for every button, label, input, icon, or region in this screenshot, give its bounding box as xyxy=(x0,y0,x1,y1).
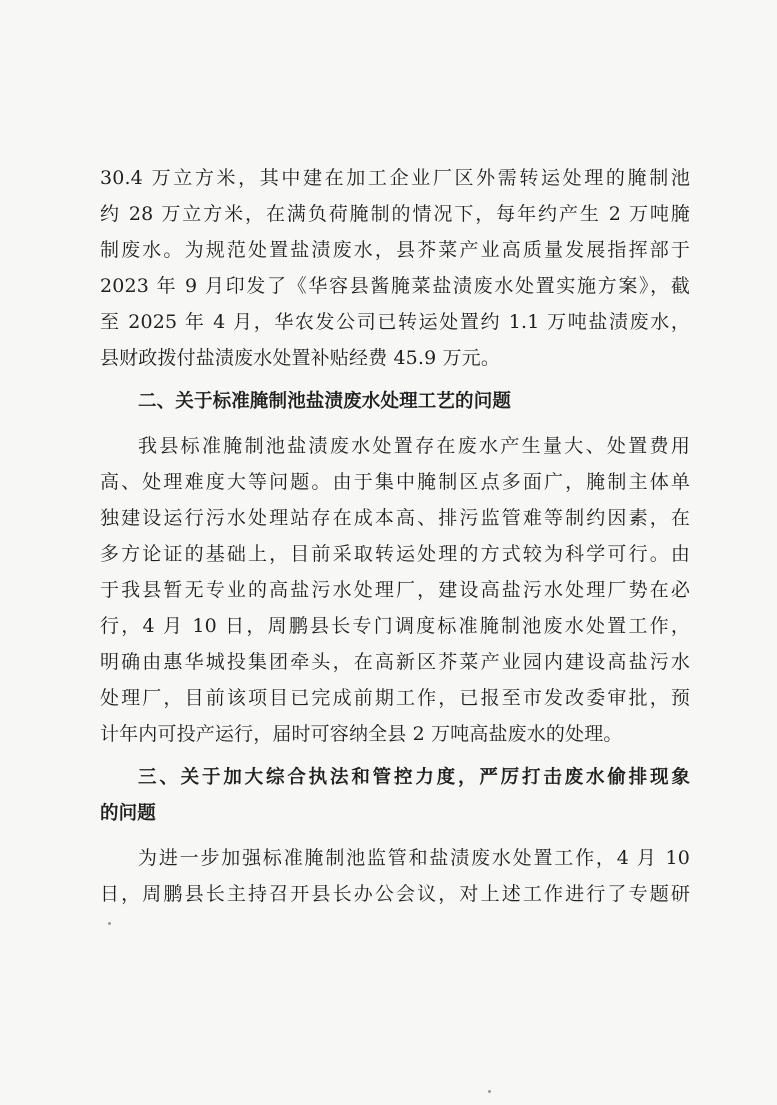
paragraph-line: 处理厂，目前该项目已完成前期工作，已报至市发改委审批，预 xyxy=(100,687,690,709)
paragraph-line: 独建设运行污水处理站存在成本高、排污监管难等制约因素，在 xyxy=(100,507,690,529)
paragraph-line: 县财政拨付盐渍废水处置补贴经费 45.9 万元。 xyxy=(100,347,500,369)
paragraph-line: 制废水。为规范处置盐渍废水，县芥菜产业高质量发展指挥部于 xyxy=(100,239,690,261)
paragraph-line: 日，周鹏县长主持召开县长办公会议，对上述工作进行了专题研 xyxy=(100,883,690,905)
paragraph-line: 高、处理难度大等问题。由于集中腌制区点多面广，腌制主体单 xyxy=(100,471,690,493)
paragraph-line: 为进一步加强标准腌制池监管和盐渍废水处置工作，4 月 10 xyxy=(138,847,690,869)
document-body xyxy=(100,160,690,912)
section-heading-3-continued: 的问题 xyxy=(100,803,156,824)
paragraph-line: 计年内可投产运行，届时可容纳全县 2 万吨高盐废水的处理。 xyxy=(100,723,623,745)
paragraph-line: 2023 年 9 月印发了《华容县酱腌菜盐渍废水处置实施方案》，截 xyxy=(100,275,690,297)
paragraph-line: 多方论证的基础上，目前采取转运处理的方式较为科学可行。由 xyxy=(100,543,690,565)
paragraph-line: 至 2025 年 4 月，华农发公司已转运处置约 1.1 万吨盐渍废水， xyxy=(100,311,690,333)
section-heading-3: 三、关于加大综合执法和管控力度，严厉打击废水偷排现象 xyxy=(138,767,690,788)
paragraph-line: 约 28 万立方米，在满负荷腌制的情况下，每年约产生 2 万吨腌 xyxy=(100,203,690,225)
scan-speck xyxy=(108,922,111,925)
paragraph-line: 明确由惠华城投集团牵头，在高新区芥菜产业园内建设高盐污水 xyxy=(100,651,690,673)
section-heading-2: 二、关于标准腌制池盐渍废水处理工艺的问题 xyxy=(138,391,512,412)
scan-speck xyxy=(488,1090,491,1093)
paragraph-line: 30.4 万立方米，其中建在加工企业厂区外需转运处理的腌制池 xyxy=(100,167,690,189)
paragraph-line: 于我县暂无专业的高盐污水处理厂，建设高盐污水处理厂势在必 xyxy=(100,579,690,601)
paragraph-line: 行，4 月 10 日，周鹏县长专门调度标准腌制池废水处置工作， xyxy=(100,615,690,637)
paragraph-line: 我县标准腌制池盐渍废水处置存在废水产生量大、处置费用 xyxy=(138,435,690,457)
